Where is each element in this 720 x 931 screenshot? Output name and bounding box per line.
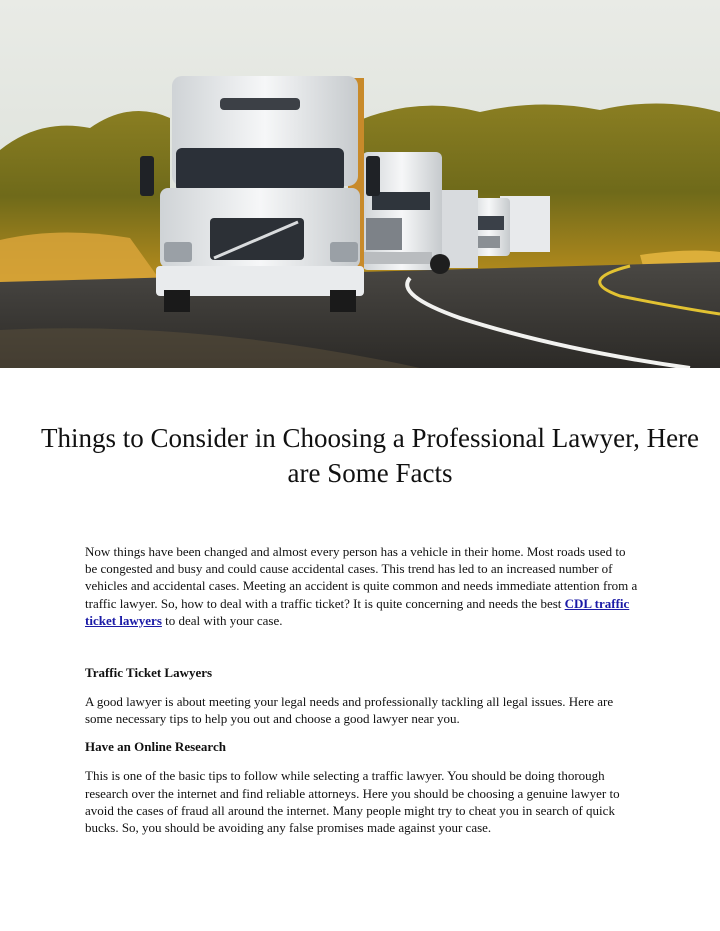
section-heading-online-research: Have an Online Research (85, 739, 226, 755)
section-paragraph-traffic-ticket-lawyers: A good lawyer is about meeting your legal needs and professionally tackling all legal issues. Here are some necessary tips to help you out and choose a good lawyer near you. (85, 694, 614, 727)
cdl-lawyers-link[interactable]: CDL traffic ticket lawyers (85, 595, 630, 628)
section-paragraph-online-research: This is one of the basic tips to follow while selecting a traffic lawyer. You should be doing thorough research over the internet and find reliable attorneys. Here you should be choosing a genuine lawyer to avoid the cases of fraud all around the internet. Many people might try to cheat you in search of quick bucks. So, you should be avoiding any false promises made against your case. (85, 768, 620, 836)
article-title: Things to Consider in Choosing a Professional Lawyer, Here are Some Facts (40, 423, 700, 488)
section-heading-traffic-ticket-lawyers: Traffic Ticket Lawyers (85, 665, 213, 681)
hero-image (0, 0, 720, 368)
truck-highway-illustration (0, 0, 720, 368)
intro-text: Now things have been changed and almost every person has a vehicle in their home. Most roads used to be congested and busy and could cause accidental cases. This trend has led to an increased number of vehicles and accidental cases. Meeting an accident is quite common and needs immediate attention from a traffic lawyer. So, how to deal with a traffic ticket? It is quite concerning and needs the best (85, 544, 638, 611)
article-body (85, 543, 640, 847)
intro-text-end: to deal with your case. (161, 612, 283, 628)
intro-paragraph (85, 543, 640, 629)
